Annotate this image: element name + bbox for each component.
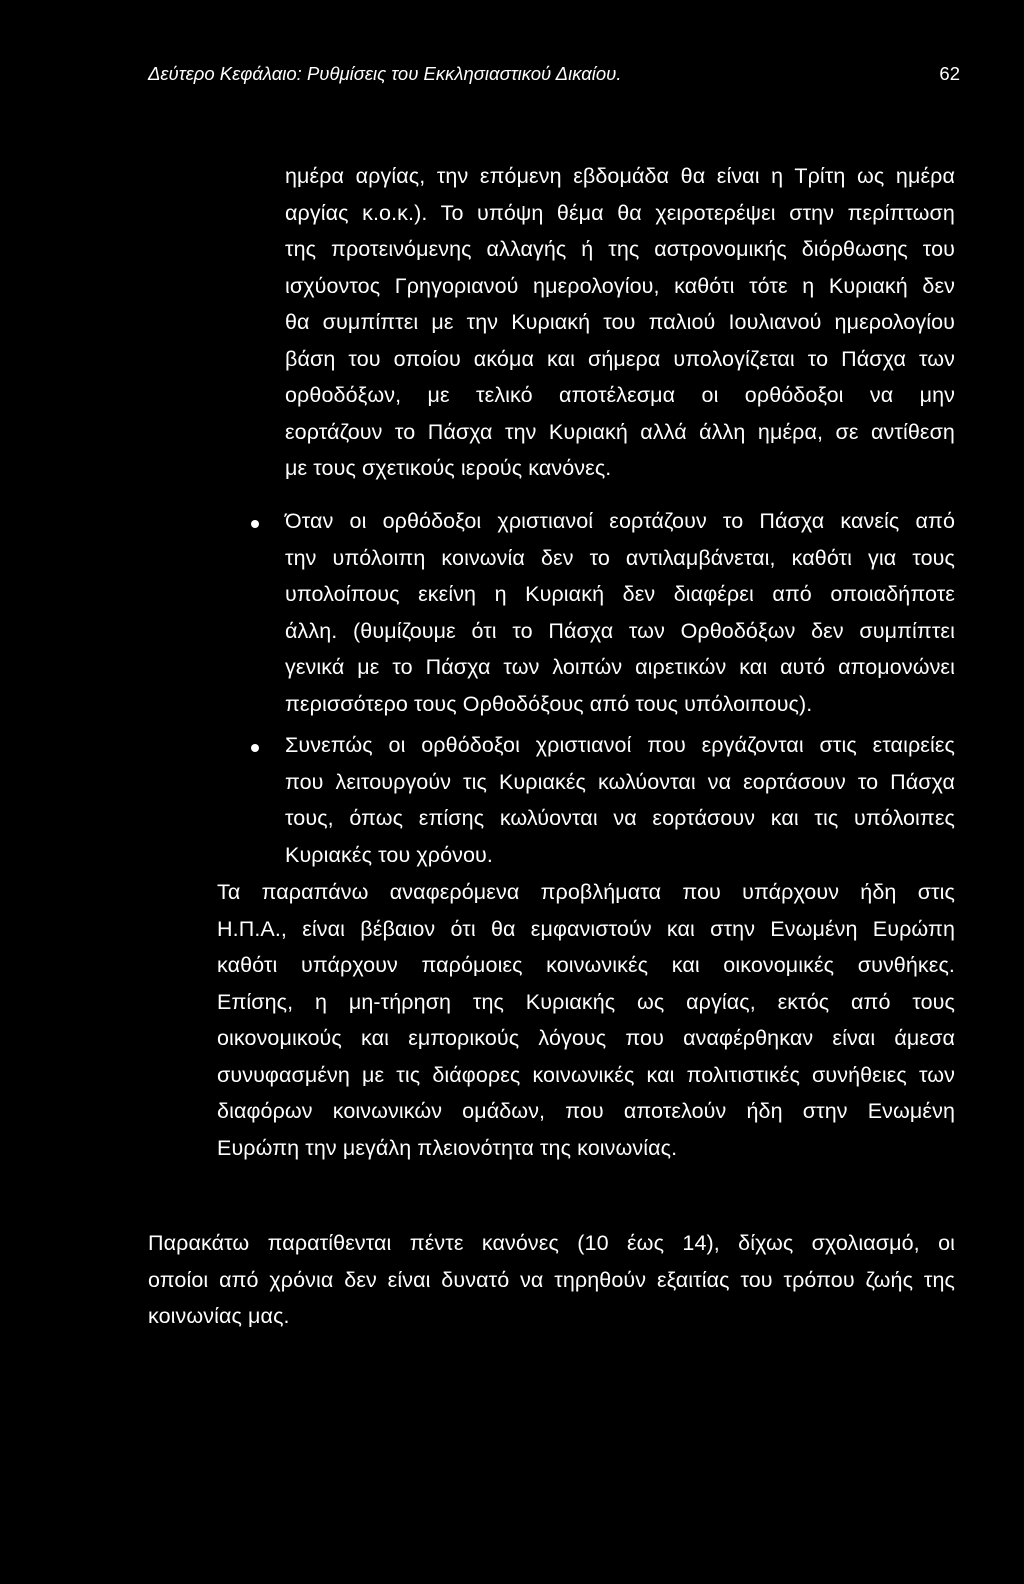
text-line: θα συμπίπτει με την Κυριακή του παλιού Ιουλιανού ημερολογίου <box>285 310 955 334</box>
text-line: Συνεπώς οι ορθόδοξοι χριστιανοί που εργάζονται στις εταιρείες <box>285 733 955 757</box>
text-line: Ευρώπη την μεγάλη πλειονότητα της κοινωνίας. <box>217 1135 678 1160</box>
text-line: βάση του οποίου ακόμα και σήμερα υπολογίζεται το Πάσχα των <box>285 346 955 371</box>
chapter-title: Δεύτερο Κεφάλαιο: Ρυθμίσεις του Εκκλησιαστικού Δικαίου. <box>148 63 622 84</box>
text-line: Τα παραπάνω αναφερόμενα προβλήματα που υπάρχουν ήδη στις <box>217 880 955 904</box>
bullet-item <box>285 503 955 722</box>
text-line: εορτάζουν το Πάσχα την Κυριακή αλλά άλλη ημέρα, σε αντίθεση <box>285 419 955 444</box>
text-line: που λειτουργούν τις Κυριακές κωλύονται να εορτάσουν το Πάσχα <box>285 769 955 794</box>
text-line: ορθοδόξων, με τελικό αποτέλεσμα οι ορθόδοξοι να μην <box>285 383 955 407</box>
text-line: Όταν οι ορθόδοξοι χριστιανοί εορτάζουν το Πάσχα κανείς από <box>285 509 955 533</box>
text-line: Επίσης, η μη-τήρηση της Κυριακής ως αργίας, εκτός από τους <box>217 989 955 1014</box>
text-line: διαφόρων κοινωνικών ομάδων, που αποτελούν ήδη στην Ενωμένη <box>217 1099 955 1123</box>
text-line: κοινωνίας μας. <box>148 1304 290 1328</box>
text-line: οποίοι από χρόνια δεν είναι δυνατό να τηρηθούν εξαιτίας του τρόπου ζωής της <box>148 1267 955 1292</box>
bullet-icon <box>251 744 259 752</box>
text-line: άλλη. (θυμίζουμε ότι το Πάσχα των Ορθοδόξων δεν συμπίπτει <box>285 618 955 643</box>
text-line: της προτεινόμενης αλλαγής ή της αστρονομικής διόρθωσης του <box>285 237 955 261</box>
text-line: ημέρα αργίας, την επόμενη εβδομάδα θα είναι η Τρίτη ως ημέρα <box>285 164 955 188</box>
text-line: τους, όπως επίσης κωλύονται να εορτάσουν και τις υπόλοιπες <box>285 806 955 830</box>
text-line: συνυφασμένη με τις διάφορες κοινωνικές και πολιτιστικές συνήθειες των <box>217 1062 955 1087</box>
text-line: γενικά με το Πάσχα των λοιπών αιρετικών και αυτό απομονώνει <box>285 655 955 679</box>
bullet-item <box>285 727 955 873</box>
intro-paragraph <box>285 158 955 487</box>
final-paragraph <box>148 1225 955 1335</box>
text-line: Κυριακές του χρόνου. <box>285 842 493 867</box>
text-line: με τους σχετικούς ιερούς κανόνες. <box>285 456 612 480</box>
text-line: υπολοίπους εκείνη η Κυριακή δεν διαφέρει από οποιαδήποτε <box>285 582 955 606</box>
bullet-icon <box>251 520 259 528</box>
text-line: οικονομικούς και εμπορικούς λόγους που αναφέρθηκαν είναι άμεσα <box>217 1026 955 1050</box>
text-line: καθότι υπάρχουν παρόμοιες κοινωνικές και οικονομικές συνθήκες. <box>217 953 955 977</box>
text-line: την υπόλοιπη κοινωνία δεν το αντιλαμβάνεται, καθότι για τους <box>285 545 955 570</box>
page-number: 62 <box>939 63 960 84</box>
text-line: περισσότερο τους Ορθοδόξους από τους υπόλοιπους). <box>285 691 813 716</box>
text-line: Παρακάτω παρατίθενται πέντε κανόνες (10 έως 14), δίχως σχολιασμό, οι <box>148 1231 955 1255</box>
text-line: Η.Π.Α., είναι βέβαιον ότι θα εμφανιστούν και στην Ενωμένη Ευρώπη <box>217 916 955 941</box>
closing-paragraph <box>217 874 955 1166</box>
text-line: ισχύοντος Γρηγοριανού ημερολογίου, καθότι τότε η Κυριακή δεν <box>285 273 955 298</box>
text-line: αργίας κ.ο.κ.). Το υπόψη θέμα θα χειροτερέψει στην περίπτωση <box>285 200 955 225</box>
